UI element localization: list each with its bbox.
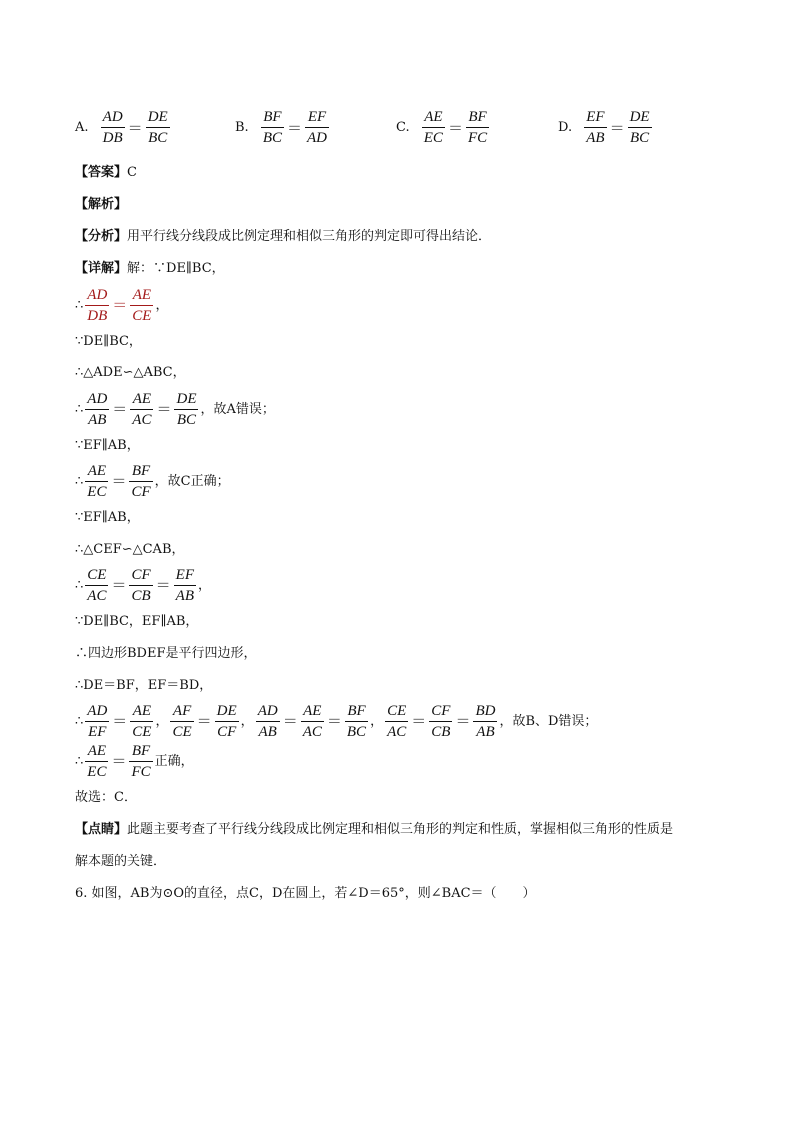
fraction: $\frac{CE}{AC}$ bbox=[387, 703, 407, 740]
analysis-heading: 【解析】 bbox=[75, 197, 128, 212]
fraction: $\frac{BF}{BC}$ bbox=[346, 703, 367, 740]
step-8: ∴△CEF∽△CAB， bbox=[75, 542, 185, 557]
fraction: $\frac{AE}{EC}$ bbox=[87, 743, 107, 780]
step-1: ∴ $\frac{AD}{DB}$ ＝ $\frac{AE}{CE}$ ， bbox=[75, 287, 169, 324]
fraction: $\frac{AE}{EC}$ bbox=[423, 109, 443, 146]
fraction: $\frac{EF}{AD}$ bbox=[307, 109, 328, 146]
fraction: $\frac{BF}{CF}$ bbox=[131, 463, 151, 500]
dianjing-line-1: 【点睛】此题主要考查了平行线分线段成比例定理和相似三角形的判定和性质，掌握相似三角形的性质是 bbox=[75, 822, 674, 837]
step-10: ∵DE∥BC，EF∥AB， bbox=[75, 614, 199, 629]
step-4: ∴ $\frac{AD}{AB}$ ＝ $\frac{AE}{AC}$ ＝ $\frac{DE}{BC}$ ，故A错误； bbox=[75, 391, 275, 428]
fenxi-line: 【分析】用平行线分线段成比例定理和相似三角形的判定即可得出结论． bbox=[75, 229, 492, 244]
detail-line: 【详解】解：∵DE∥BC， bbox=[75, 261, 225, 276]
step-11: ∴四边形BDEF是平行四边形， bbox=[75, 646, 257, 661]
fraction: $\frac{DE}{BC}$ bbox=[176, 391, 197, 428]
fraction: $\frac{AD}{DB}$ bbox=[87, 287, 108, 324]
step-2: ∵DE∥BC， bbox=[75, 334, 142, 349]
option-a: A. $\frac{AD}{DB}$ ＝ $\frac{DE}{BC}$ bbox=[75, 109, 168, 146]
fraction: $\frac{BD}{AB}$ bbox=[475, 703, 496, 740]
fraction: $\frac{AE}{CE}$ bbox=[132, 703, 152, 740]
step-13: ∴ $\frac{AD}{EF}$ ＝ $\frac{AE}{CE}$ ， $\frac{AF}{CE}$ ＝ $\frac{DE}{CF}$ ， $\frac{AD}{AB}$ ＝ $\frac{AE}{AC}$ ＝ $\frac{BF}{BC}$ ， $\frac{CE}{AC}$ ＝ $\frac{CF}{CB}$ ＝ $\frac{BD}{AB}$ ，故B、D错误； bbox=[75, 703, 598, 740]
step-14: ∴ $\frac{AE}{EC}$ ＝ $\frac{BF}{FC}$ 正确， bbox=[75, 743, 194, 780]
answer-line bbox=[75, 163, 137, 183]
fraction: $\frac{AE}{EC}$ bbox=[87, 463, 107, 500]
step-9: ∴ $\frac{CE}{AC}$ ＝ $\frac{CF}{CB}$ ＝ $\frac{EF}{AB}$ ， bbox=[75, 567, 211, 604]
step-6: ∴ $\frac{AE}{EC}$ ＝ $\frac{BF}{CF}$ ，故C正确； bbox=[75, 463, 230, 500]
fraction: $\frac{DE}{BC}$ bbox=[629, 109, 650, 146]
fraction: $\frac{DE}{BC}$ bbox=[147, 109, 168, 146]
answer-tag: 【答案】 bbox=[75, 165, 128, 180]
fraction: $\frac{CF}{CB}$ bbox=[431, 703, 451, 740]
fraction: $\frac{AD}{DB}$ bbox=[102, 109, 123, 146]
step-5: ∵EF∥AB， bbox=[75, 438, 140, 453]
fraction: $\frac{AE}{CE}$ bbox=[132, 287, 152, 324]
fraction: $\frac{CF}{CB}$ bbox=[131, 567, 151, 604]
step-7: ∵EF∥AB， bbox=[75, 510, 140, 525]
option-d: D. $\frac{EF}{AB}$ ＝ $\frac{DE}{BC}$ bbox=[558, 109, 650, 146]
step-3: ∴△ADE∽△ABC， bbox=[75, 365, 186, 380]
dianjing-line-2: 解本题的关键． bbox=[75, 854, 167, 869]
option-c: C. $\frac{AE}{EC}$ ＝ $\frac{BF}{FC}$ bbox=[396, 109, 488, 146]
answer-value: C bbox=[127, 165, 137, 180]
fraction: $\frac{DE}{CF}$ bbox=[216, 703, 237, 740]
fraction: $\frac{BF}{FC}$ bbox=[131, 743, 151, 780]
fraction: $\frac{AD}{AB}$ bbox=[257, 703, 278, 740]
fraction: $\frac{BF}{FC}$ bbox=[467, 109, 488, 146]
fraction: $\frac{BF}{BC}$ bbox=[262, 109, 282, 146]
fraction: $\frac{CE}{AC}$ bbox=[87, 567, 107, 604]
step-12: ∴DE＝BF，EF＝BD， bbox=[75, 678, 213, 693]
step-15: 故选：C． bbox=[75, 790, 137, 805]
question-6: 6. 如图，AB为⊙O的直径，点C，D在圆上，若∠D＝65°，则∠BAC＝（ ） bbox=[75, 886, 536, 901]
fraction: $\frac{AF}{CE}$ bbox=[172, 703, 192, 740]
fraction: $\frac{AE}{AC}$ bbox=[132, 391, 152, 428]
option-b: B. $\frac{BF}{BC}$ ＝ $\frac{EF}{AD}$ bbox=[235, 109, 328, 146]
fraction: $\frac{EF}{AB}$ bbox=[175, 567, 194, 604]
fraction: $\frac{EF}{AB}$ bbox=[586, 109, 605, 146]
fraction: $\frac{AD}{AB}$ bbox=[87, 391, 108, 428]
fraction: $\frac{AD}{EF}$ bbox=[87, 703, 108, 740]
fraction: $\frac{AE}{AC}$ bbox=[302, 703, 322, 740]
